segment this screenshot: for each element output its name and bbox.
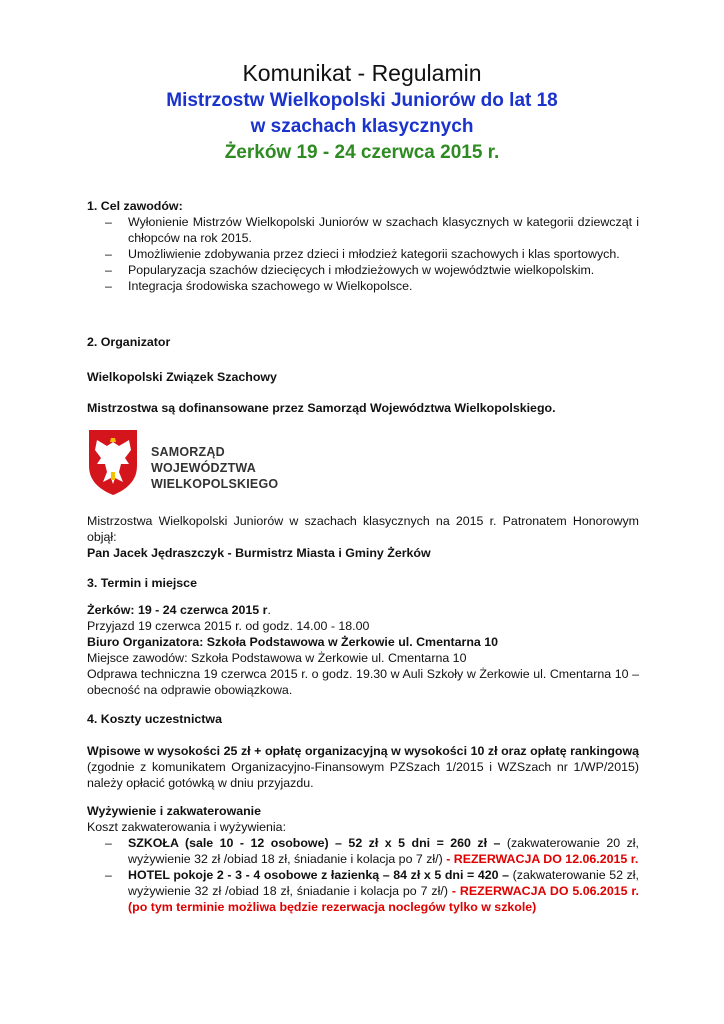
board-intro: Koszt zakwaterowania i wyżywienia: <box>87 820 287 834</box>
organizer-name: Wielkopolski Związek Szachowy <box>87 370 277 384</box>
board-heading: Wyżywienie i zakwaterowanie <box>87 804 261 818</box>
arrival-info: Przyjazd 19 czerwca 2015 r. od godz. 14.00 - 18.00 <box>87 619 370 633</box>
hotel-reservation: - REZERWACJA DO 5.06.2015 r. (po tym terminie możliwa będzie rezerwacja noclegów tylko w szkole) <box>128 884 639 914</box>
office-info: Biuro Organizatora: Szkoła Podstawowa w Żerkowie ul. Cmentarna 10 <box>87 635 499 649</box>
section-schedule <box>87 602 639 698</box>
list-item <box>87 835 639 867</box>
venue-dates-bold: Żerków: 19 - 24 czerwca 2015 r <box>87 603 268 617</box>
list-item: – Umożliwienie zdobywania przez dzieci i młodzież kategorii szachowych i klas sportowych. <box>87 246 639 262</box>
section-goals <box>87 198 639 294</box>
logo-text-line-2: WIELKOPOLSKIEGO <box>151 477 279 491</box>
section-heading: 3. Termin i miejsce <box>87 576 197 590</box>
school-option-rest: (zakwaterowanie 20 zł, wyżywienie 32 zł /obiad 18 zł, śniadanie i kolacja po 7 zł/) <box>128 836 639 866</box>
page-title: Komunikat - Regulamin <box>242 60 482 86</box>
funding-note: Mistrzostwa są dofinansowane przez Samorząd Województwa Wielkopolskiego. <box>87 401 556 415</box>
school-option-bold: SZKOŁA (sale 10 - 12 osobowe) – 52 zł x 5 dni = 260 zł – <box>128 836 501 850</box>
briefing-info: Odprawa techniczna 19 czerwca 2015 r. o godz. 19.30 w Auli Szkoły w Żerkowie ul. Cmentarna 10 – obecność na odprawie obowiązkowa. <box>87 667 639 697</box>
hotel-option-rest: (zakwaterowanie 52 zł, wyżywienie 32 zł /obiad 18 zł, śniadanie i kolacja po 7 zł/) <box>128 868 639 898</box>
patron-name: Pan Jacek Jędraszczyk - Burmistrz Miasta i Gminy Żerków <box>87 546 431 560</box>
venue-dates-dot: . <box>267 603 271 617</box>
school-reservation: - REZERWACJA DO 12.06.2015 r. <box>442 852 639 866</box>
subtitle-line-1: Mistrzostw Wielkopolski Juniorów do lat 18 <box>166 90 558 111</box>
fee-text-bold: Wpisowe w wysokości 25 zł + opłatę organizacyjną w wysokości 10 zł oraz opłatę rankingową <box>87 744 639 758</box>
list-item <box>87 867 639 915</box>
section-board <box>87 803 639 915</box>
section-heading: 1. Cel zawodów: <box>87 199 183 213</box>
list-item: – Popularyzacja szachów dziecięcych i młodzieżowych w województwie wielkopolskim. <box>87 262 639 278</box>
subtitle-line-2: w szachach klasycznych <box>250 116 474 137</box>
venue-info: Miejsce zawodów: Szkoła Podstawowa w Żerkowie ul. Cmentarna 10 <box>87 651 467 665</box>
goals-list <box>87 214 639 294</box>
logo-text <box>151 444 327 492</box>
section-heading: 4. Koszty uczestnictwa <box>87 712 222 726</box>
section-heading: 2. Organizator <box>87 335 171 349</box>
venue-dates <box>87 602 639 618</box>
coat-of-arms-icon <box>87 428 139 496</box>
fee-text-rest: (zgodnie z komunikatem Organizacyjno-Finansowym PZSzach 1/2015 i WZSzach nr 1/WP/2015) należy opłacić gotówką w dniu przyjazdu. <box>87 760 639 790</box>
place-dates: Żerków 19 - 24 czerwca 2015 r. <box>224 142 500 163</box>
fee-text <box>87 743 639 791</box>
patronage-text: Mistrzostwa Wielkopolski Juniorów w szachach klasycznych na 2015 r. Patronatem Honorowym objął: <box>87 514 639 544</box>
hotel-option-bold: HOTEL pokoje 2 - 3 - 4 osobowe z łazienką – 84 zł x 5 dni = 420 – <box>128 868 510 882</box>
logo-samorzad <box>87 428 327 498</box>
list-item: – Integracja środowiska szachowego w Wielkopolsce. <box>87 278 639 294</box>
logo-text-line-1: SAMORZĄD WOJEWÓDZTWA <box>151 445 256 475</box>
list-item: – Wyłonienie Mistrzów Wielkopolski Juniorów w szachach klasycznych w kategorii dziewcząt i chłopców na rok 2015. <box>87 214 639 246</box>
board-options-list <box>87 835 639 915</box>
